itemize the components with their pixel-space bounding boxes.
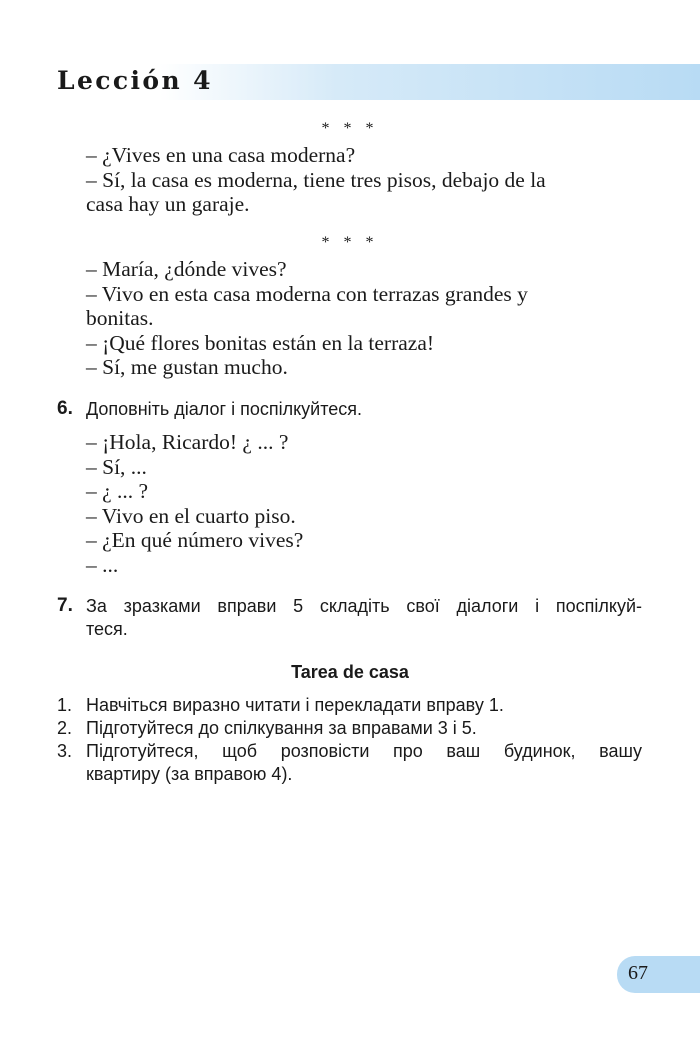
dialog-line: – ¿ ... ? (86, 479, 149, 503)
dialog-line: – Sí, ... (86, 454, 147, 479)
homework-item-text: Підготуйтеся до спілкування за вправами 3 і 5. (86, 718, 477, 738)
homework-item (57, 717, 642, 740)
dialog-line: – Sí, la casa es moderna, tiene tres pisos, debajo de la (86, 167, 546, 192)
homework-item-number: 2. (57, 718, 73, 738)
dialog-line: – ... (86, 552, 119, 577)
homework-item-text (86, 740, 642, 786)
exercise-instruction (86, 595, 642, 641)
exercise-instruction-line: За зразками вправи 5 складіть свої діалоги і поспілкуй- (86, 596, 642, 616)
dialog-line: – ¿Vives en una casa moderna? (86, 143, 356, 167)
dialog-line: – ¿En qué número vives? (86, 528, 304, 552)
dialog-line: – ¡Hola, Ricardo! ¿ ... ? (86, 430, 289, 454)
homework-title: Tarea de casa (291, 662, 409, 682)
dialog-1 (86, 143, 616, 217)
dialog-line: – Sí, me gustan mucho. (86, 355, 288, 379)
exercise-instruction-line: теся. (86, 619, 128, 639)
exercise-number: 7. (57, 595, 73, 616)
dialog-line: – María, ¿dónde vives? (86, 257, 287, 281)
dialog-separator: * * * (321, 234, 379, 251)
dialog-line: – ¡Qué flores bonitas están en la terraza! (86, 330, 435, 355)
exercise-number: 6. (57, 398, 73, 419)
dialog-line: casa hay un garaje. (86, 192, 250, 216)
dialog-line: – Vivo en esta casa moderna con terrazas grandes y (86, 281, 528, 306)
homework-item (57, 740, 642, 786)
homework-item-number: 1. (57, 695, 73, 715)
dialog-line: bonitas. (86, 306, 154, 330)
exercise-6-dialog (86, 430, 616, 577)
homework-item-number: 3. (57, 741, 73, 761)
exercise-instruction: Доповніть діалог і поспілкуйтеся. (86, 399, 363, 419)
homework-item-text: Навчіться виразно читати і перекладати вправу 1. (86, 695, 504, 715)
dialog-line: – Vivo en el cuarto piso. (86, 503, 296, 528)
page-number: 67 (628, 962, 648, 984)
dialog-2 (86, 257, 616, 380)
homework-list (57, 694, 642, 786)
dialog-separator: * * * (321, 120, 379, 137)
homework-item-line: квартиру (за вправою 4). (86, 764, 293, 784)
homework-item-line: Підготуйтеся, щоб розповісти про ваш будинок, вашу (86, 741, 642, 761)
homework-item (57, 694, 642, 717)
lesson-title: Lección 4 (57, 66, 213, 95)
